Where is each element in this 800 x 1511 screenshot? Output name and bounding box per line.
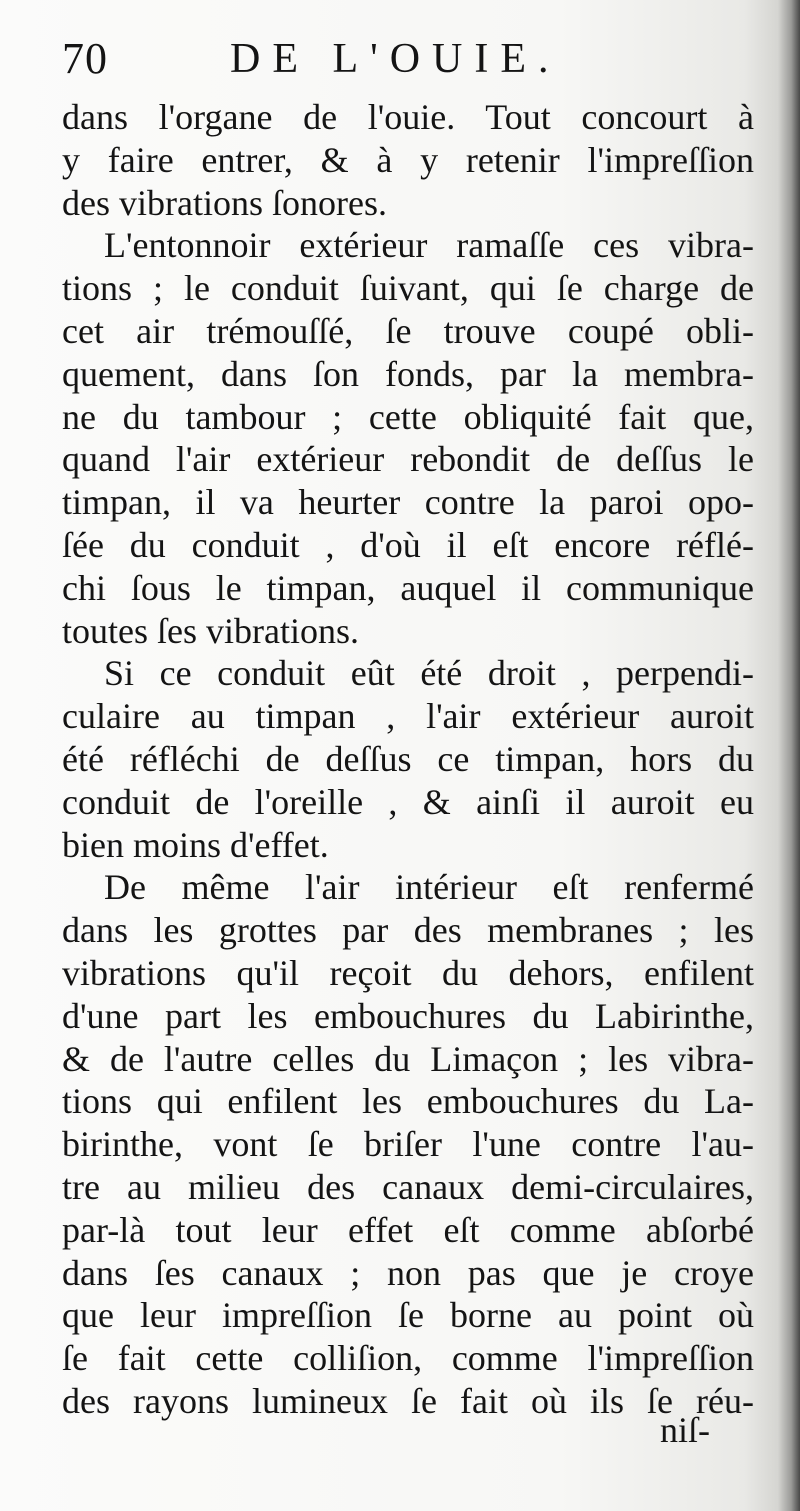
page-edge-shadow (778, 0, 800, 1511)
text-line: vibrations qu'il reçoit du dehors, enfilent (62, 952, 754, 993)
text-line: dans ſes canaux ; non pas que je croye (62, 1252, 754, 1293)
text-line: tions qui enfilent les embouchures du La- (62, 1081, 754, 1122)
text-line: ſe fait cette colliſion, comme l'impreſſion (62, 1338, 754, 1379)
text-line: tions ; le conduit ſuivant, qui ſe charge de (62, 268, 754, 309)
page-number: 70 (62, 34, 108, 83)
catchword: niſ- (660, 1410, 710, 1450)
text-line: tre au milieu des canaux demi-circulaires, (62, 1166, 754, 1207)
text-line: chi ſous le timpan, auquel il communique (62, 567, 754, 608)
text-line: d'une part les embouchures du Labirinthe, (62, 995, 754, 1036)
text-line: quement, dans ſon fonds, par la membra- (62, 353, 754, 394)
text-line: dans l'organe de l'ouie. Tout concourt à (62, 97, 754, 137)
text-line: par-là tout leur effet eſt comme abſorbé (62, 1209, 754, 1250)
text-line: bien moins d'effet. (62, 824, 329, 865)
text-line: Si ce conduit eût été droit , perpendi- (104, 653, 754, 694)
text-line: De même l'air intérieur eſt renfermé (104, 867, 754, 908)
text-line: cet air trémouſſé, ſe trouve coupé obli- (62, 310, 754, 351)
running-title: DE L'OUIE. (230, 36, 561, 82)
text-line: que leur impreſſion ſe borne au point où (62, 1295, 754, 1336)
text-line: dans les grottes par des membranes ; les (62, 910, 754, 951)
text-line: des vibrations ſonores. (62, 182, 387, 223)
text-line: y faire entrer, & à y retenir l'impreſſion (62, 139, 754, 180)
text-line: & de l'autre celles du Limaçon ; les vibra- (62, 1038, 754, 1079)
page-header (62, 28, 742, 88)
text-line: timpan, il va heurter contre la paroi opo- (62, 482, 754, 523)
text-line: ſée du conduit , d'où il eſt encore réflé- (62, 524, 754, 565)
text-line: des rayons lumineux ſe fait où ils ſe réu- (62, 1380, 754, 1421)
text-line: été réfléchi de deſſus ce timpan, hors du (62, 738, 754, 779)
text-line: ne du tambour ; cette obliquité fait que, (62, 396, 754, 437)
text-line: conduit de l'oreille , & ainſi il auroit eu (62, 781, 754, 822)
text-line: toutes ſes vibrations. (62, 610, 359, 651)
body-text (62, 96, 754, 1423)
text-line: birinthe, vont ſe briſer l'une contre l'au- (62, 1124, 754, 1165)
text-line: quand l'air extérieur rebondit de deſſus le (62, 439, 754, 480)
text-line: culaire au timpan , l'air extérieur auroit (62, 696, 754, 737)
text-line: L'entonnoir extérieur ramaſſe ces vibra- (104, 225, 754, 266)
